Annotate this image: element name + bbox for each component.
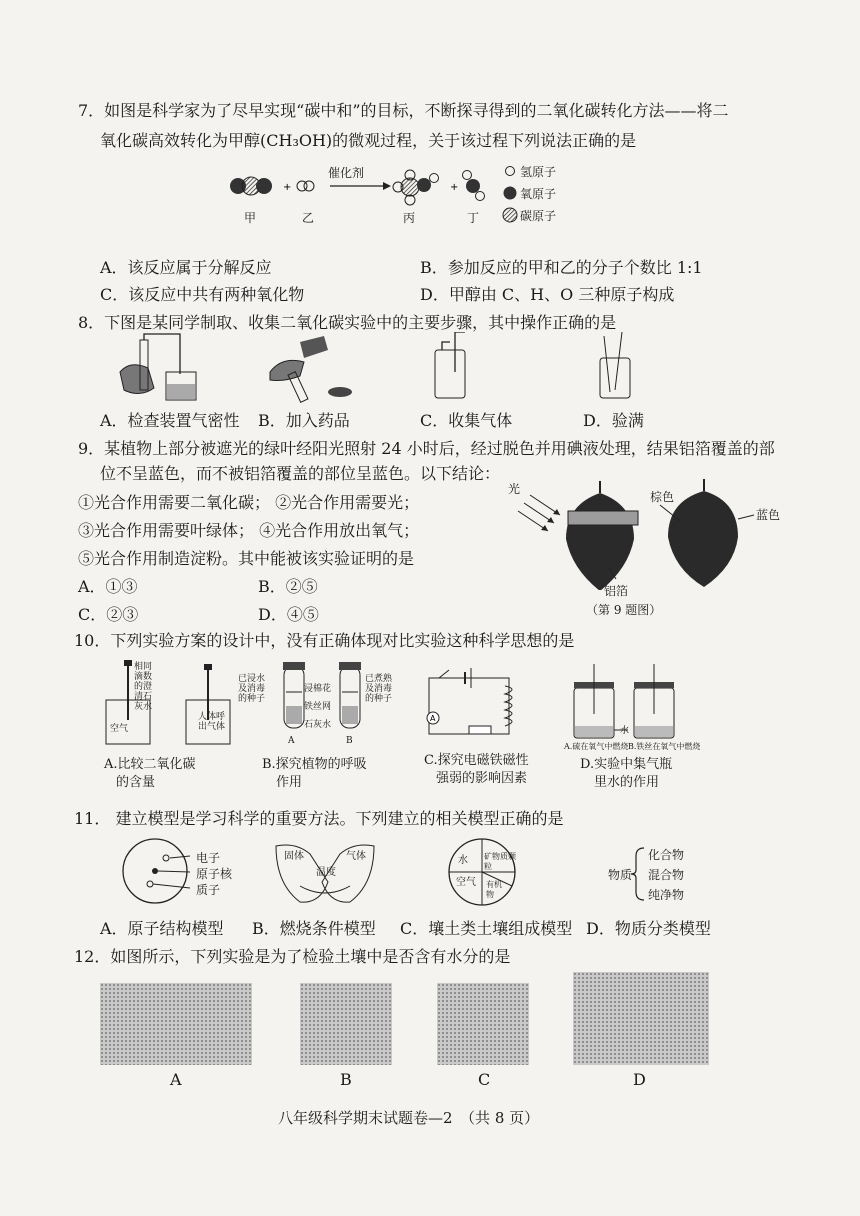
q7-option-b: B．参加反应的甲和乙的分子个数比 1:1: [420, 258, 703, 277]
q9-option-b: B．②⑤: [258, 577, 318, 596]
q10-caption-b-1: B.探究植物的呼吸: [262, 757, 367, 772]
q8-option-c: C．收集气体: [420, 411, 513, 430]
q7-stem-line2: 氧化碳高效转化为甲醇(CH₃OH)的微观过程，关于该过程下列说法正确的是: [100, 131, 637, 150]
q10-figure-c: [425, 668, 535, 748]
q10-figure-a: [100, 660, 235, 750]
svg-text:+: +: [450, 182, 459, 193]
q7-label-jia: 甲: [244, 211, 257, 225]
q11-matter-pure: 纯净物: [648, 888, 685, 902]
q11-stem: 11． 建立模型是学习科学的重要方法。下列建立的相关模型正确的是: [74, 809, 564, 828]
q9-option-a: A．①③: [78, 577, 138, 596]
q10-b-left-1: 已浸水: [238, 674, 266, 684]
q10-caption-d-2: 里水的作用: [594, 775, 660, 790]
q11-soil-air: 空气: [456, 877, 476, 888]
q10-b-tube-b: B: [346, 736, 353, 746]
q11-option-d: D．物质分类模型: [586, 919, 711, 938]
q12-photo-d: [573, 972, 709, 1065]
q12-label-d: D: [633, 1070, 646, 1089]
q11-atom-electron: 电子: [196, 851, 221, 865]
q7-catalyst-label: 催化剂: [328, 166, 365, 180]
q10-d-label-a: A.硫在氧气中燃烧: [564, 742, 629, 751]
q7-option-d: D．甲醇由 C、H、O 三种原子构成: [420, 285, 675, 304]
q10-b-tube-a: A: [288, 736, 295, 746]
q10-a-air: 空气: [110, 724, 129, 734]
q9-stem-line1: 9．某植物上部分被遮光的绿叶经阳光照射 24 小时后，经过脱色并用碘液处理，结果铝箔覆盖的部: [78, 439, 775, 458]
q9-label-light: 光: [508, 482, 521, 496]
q9-option-d: D．④⑤: [258, 605, 319, 624]
q11-soil-model: [446, 836, 518, 908]
q11-matter-compound: 化合物: [648, 848, 685, 862]
q12-label-b: B: [340, 1070, 352, 1089]
q10-d-water: 水: [620, 726, 630, 736]
q9-stem-line2: 位不呈蓝色，而不被铝箔覆盖的部位呈蓝色。以下结论：: [100, 464, 501, 483]
q10-b-mid-3: 石灰水: [304, 720, 332, 730]
q10-caption-b-2: 作用: [276, 775, 303, 790]
q12-stem: 12．如图所示，下列实验是为了检验土壤中是否含有水分的是: [74, 947, 511, 966]
q7-legend-carbon: 碳原子: [520, 209, 557, 223]
q10-b-right-2: 及消毒: [365, 684, 393, 694]
q11-soil-organic: 有机物: [486, 880, 502, 899]
q11-fire-solid: 固体: [284, 851, 304, 862]
q11-matter: 物质: [608, 868, 633, 882]
q7-option-a: A．该反应属于分解反应: [100, 258, 272, 277]
q10-b-right-3: 的种子: [365, 694, 393, 704]
q8-stem: 8．下图是某同学制取、收集二氧化碳实验中的主要步骤，其中操作正确的是: [78, 313, 617, 332]
q7-legend-hydrogen: 氢原子: [520, 165, 557, 179]
q10-b-right-1: 已煮熟: [365, 674, 393, 684]
q7-label-yi: 乙: [302, 211, 315, 225]
q9-figure-caption: （第 9 题图）: [586, 603, 662, 617]
q7-label-bing: 丙: [403, 211, 416, 225]
q12-label-c: C: [478, 1070, 491, 1089]
q8-option-b: B．加入药品: [258, 411, 350, 430]
q11-option-b: B．燃烧条件模型: [252, 919, 376, 938]
q10-a-label-2: 滴数: [134, 672, 153, 682]
q10-caption-d-1: D.实验中集气瓶: [580, 757, 673, 772]
q10-caption-c-1: C.探究电磁铁磁性: [424, 753, 529, 768]
q10-a-label-5: 灰水: [134, 702, 153, 712]
q10-a-breath-1: 人体呼: [198, 712, 226, 722]
q10-caption-a-2: 的含量: [116, 775, 156, 790]
svg-text:+: +: [283, 182, 292, 193]
q11-soil-mineral: 矿物质颗粒: [484, 852, 516, 871]
q7-legend-oxygen: 氧原子: [520, 187, 557, 201]
q7-label-ding: 丁: [467, 211, 480, 225]
q11-atom-model: [120, 836, 190, 906]
q12-label-a: A: [170, 1070, 182, 1089]
q9-conclusions-3: ⑤光合作用制造淀粉。其中能被该实验证明的是: [78, 549, 415, 568]
q9-label-blue: 蓝色: [756, 508, 781, 522]
q7-option-c: C．该反应中共有两种氧化物: [100, 285, 305, 304]
q11-atom-proton: 质子: [196, 883, 221, 897]
q9-conclusions-2: ③光合作用需要叶绿体； ④光合作用放出氧气；: [78, 521, 420, 540]
q11-option-a: A．原子结构模型: [100, 919, 224, 938]
q11-atom-nucleus: 原子核: [196, 867, 233, 881]
page-footer: 八年级科学期末试题卷—2 （共 8 页）: [278, 1109, 540, 1127]
q11-matter-brace: [630, 844, 646, 904]
q11-soil-water: 水: [458, 855, 468, 866]
q10-a-label-4: 清石: [134, 692, 153, 702]
q12-photo-b: [300, 983, 392, 1065]
q10-a-breath-2: 出气体: [198, 722, 226, 732]
q10-caption-c-2: 强弱的影响因素: [436, 771, 528, 786]
q10-d-label-b: B.铁丝在氧气中燃烧: [628, 742, 701, 751]
q11-option-c: C．壤土类土壤组成模型: [400, 919, 573, 938]
q11-matter-mixture: 混合物: [648, 868, 685, 882]
q8-option-d: D．验满: [583, 411, 644, 430]
q10-caption-a-1: A.比较二氧化碳: [104, 757, 196, 772]
q10-b-mid-1: 浸棉花: [304, 684, 332, 694]
q10-a-label-1: 相同: [134, 662, 153, 672]
q11-fire-temp: 温度: [316, 867, 336, 878]
q10-b-mid-2: 铁丝网: [304, 702, 332, 712]
q7-reaction-diagram: [220, 160, 640, 230]
q10-a-label-3: 的澄: [134, 682, 153, 692]
svg-text:A: A: [430, 714, 436, 723]
q8-option-a: A．检查装置气密性: [100, 411, 240, 430]
q9-label-brown: 棕色: [650, 490, 675, 504]
q10-stem: 10．下列实验方案的设计中，没有正确体现对比实验这种科学思想的是: [74, 631, 575, 650]
q9-option-c: C．②③: [78, 605, 139, 624]
q7-stem-line1: 7．如图是科学家为了尽早实现“碳中和”的目标，不断探寻得到的二氧化碳转化方法——将二: [78, 101, 729, 120]
q11-fire-gas: 气体: [346, 851, 366, 862]
q12-photo-c: [437, 983, 529, 1065]
q10-b-left-2: 及消毒: [238, 684, 266, 694]
q12-photo-a: [100, 983, 252, 1065]
q9-label-foil: 铝箔: [604, 584, 629, 598]
q10-b-left-3: 的种子: [238, 694, 266, 704]
q8-figure: [110, 332, 670, 408]
q9-conclusions-1: ①光合作用需要二氧化碳； ②光合作用需要光；: [78, 493, 420, 512]
